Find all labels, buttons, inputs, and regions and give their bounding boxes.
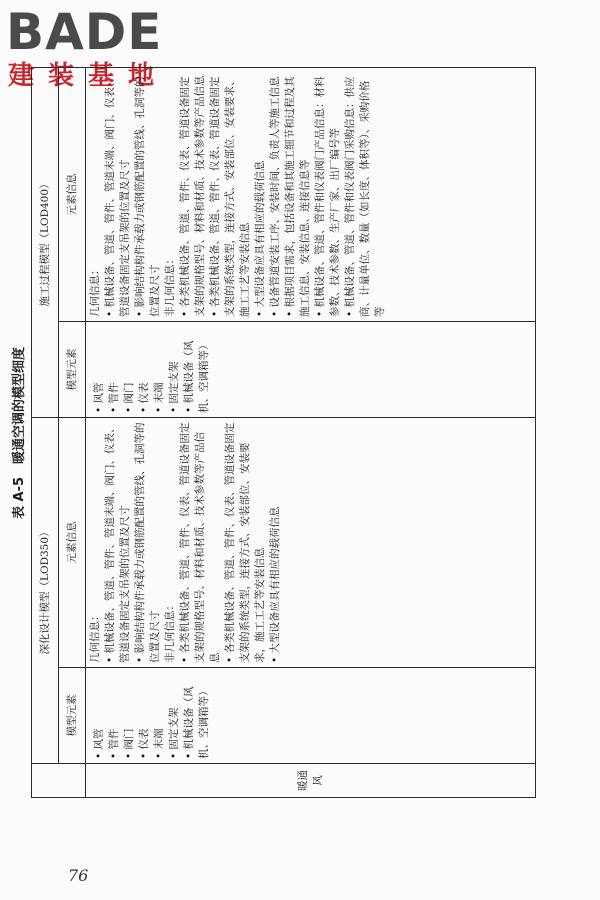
list-item: • 机械设备（风机、空调箱等） [183, 685, 210, 759]
list-item: • 根据项目需求，包括设备和其施工细节和过程及其施工信息、安装信息、连接信息等 [284, 76, 311, 317]
list-item: 几何信息： [89, 264, 101, 317]
list-item: • 各类机械设备、管道、管件、仪表、管道设备固定支架的规格型号、材料和材质、技术参数等产品信息 [179, 422, 221, 663]
lod350-element-list [88, 672, 212, 759]
column-header-row [59, 67, 86, 797]
list-item: • 末端 [153, 382, 165, 413]
list-item: • 机械设备、管道、管件和仪表阀门产品信息：材料参数、技术参数、生产厂家、出厂编号等 [314, 76, 341, 317]
list-item: • 大型设备应具有相应的载荷信息 [269, 506, 281, 663]
list-item: • 风管 [93, 382, 105, 413]
list-item: • 大型设备应具有相应的载荷信息 [254, 160, 266, 317]
list-item: • 仪表 [138, 382, 150, 413]
lod400-element-list [88, 326, 212, 413]
lod-table [31, 67, 536, 798]
table-caption: 表 A-5 暖通空调的模型细度 [12, 346, 27, 520]
system-header [32, 764, 86, 798]
lod350-info-header: 元素信息 [59, 417, 86, 667]
rotated-table-page [9, 68, 591, 798]
list-item: 非几何信息： [164, 253, 176, 317]
list-item: • 影响结构构件承载力或钢筋配置的管线、孔洞等的位置及尺寸 [134, 422, 161, 663]
lod350-group-header: 深化设计模型（LOD350） [32, 417, 59, 763]
list-item: • 末端 [153, 728, 165, 759]
lod350-info-cell [86, 417, 536, 667]
lod400-elements-cell [86, 321, 536, 417]
list-item: • 固定支架 [168, 707, 180, 759]
list-item: • 设备管道安装工序、安装时间、负责人等施工信息 [269, 76, 281, 317]
lod350-elements-cell [86, 668, 536, 764]
list-item: • 阀门 [123, 382, 135, 413]
list-item: • 仪表 [138, 728, 150, 759]
list-item: • 机械设备、管道、管件、管道末端、阀门、仪表、管道设备固定支吊架的位置及尺寸 [104, 422, 131, 663]
logo-text: BADE [6, 3, 163, 61]
list-item: • 风管 [93, 728, 105, 759]
lod400-group-header: 施工过程模型（LOD400） [32, 67, 59, 417]
list-item: • 阀门 [123, 728, 135, 759]
list-item: • 管件 [108, 382, 120, 413]
list-item: • 机械设备（风机、空调箱等） [183, 339, 210, 413]
list-item: • 固定支架 [168, 361, 180, 413]
list-item: • 影响结构构件承载力或钢筋配置的管线、孔洞等的位置及尺寸 [134, 76, 161, 317]
lod400-info-cell [86, 67, 536, 321]
lod350-elements-header: 模型元素 [59, 668, 86, 764]
list-item: • 各类机械设备、管道、管件、仪表、管道设备固定支架的系统类型，连接方式、安装部位、安装要求，施工工艺等安装信息 [224, 422, 266, 663]
page-number: 76 [68, 866, 89, 885]
table-row [86, 67, 536, 797]
lod400-info-header: 元素信息 [59, 67, 86, 321]
lod400-elements-header: 模型元素 [59, 321, 86, 417]
list-item: 几何信息： [89, 610, 101, 663]
list-item: • 机械设备、管道、管件、管道末端、阀门、仪表、管道设备固定支吊架的位置及尺寸 [104, 76, 131, 317]
list-item: 非几何信息： [164, 600, 176, 663]
logo-subtitle: 建装基地 [8, 61, 169, 91]
system-cell: 暖通风 [86, 764, 536, 798]
lod350-info-list [88, 422, 283, 663]
list-item: • 机械设备、管道、管件和仪表阀门采购信息：供应商、计量单位、数量（如长度、体积等）、采购价格等 [344, 76, 386, 317]
list-item: • 各类机械设备、管道、管件、仪表、管道设备固定支架的系统类型，连接方式、安装部位、安装要求、施工工艺等安装信息 [209, 75, 251, 317]
lod400-info-list [88, 72, 388, 317]
group-header-row [32, 67, 59, 797]
list-item: • 各类机械设备、管道、管件、仪表、管道设备固定支架的规格型号、材料和材质、技术参数等产品信息 [179, 75, 206, 317]
list-item: • 管件 [108, 728, 120, 759]
